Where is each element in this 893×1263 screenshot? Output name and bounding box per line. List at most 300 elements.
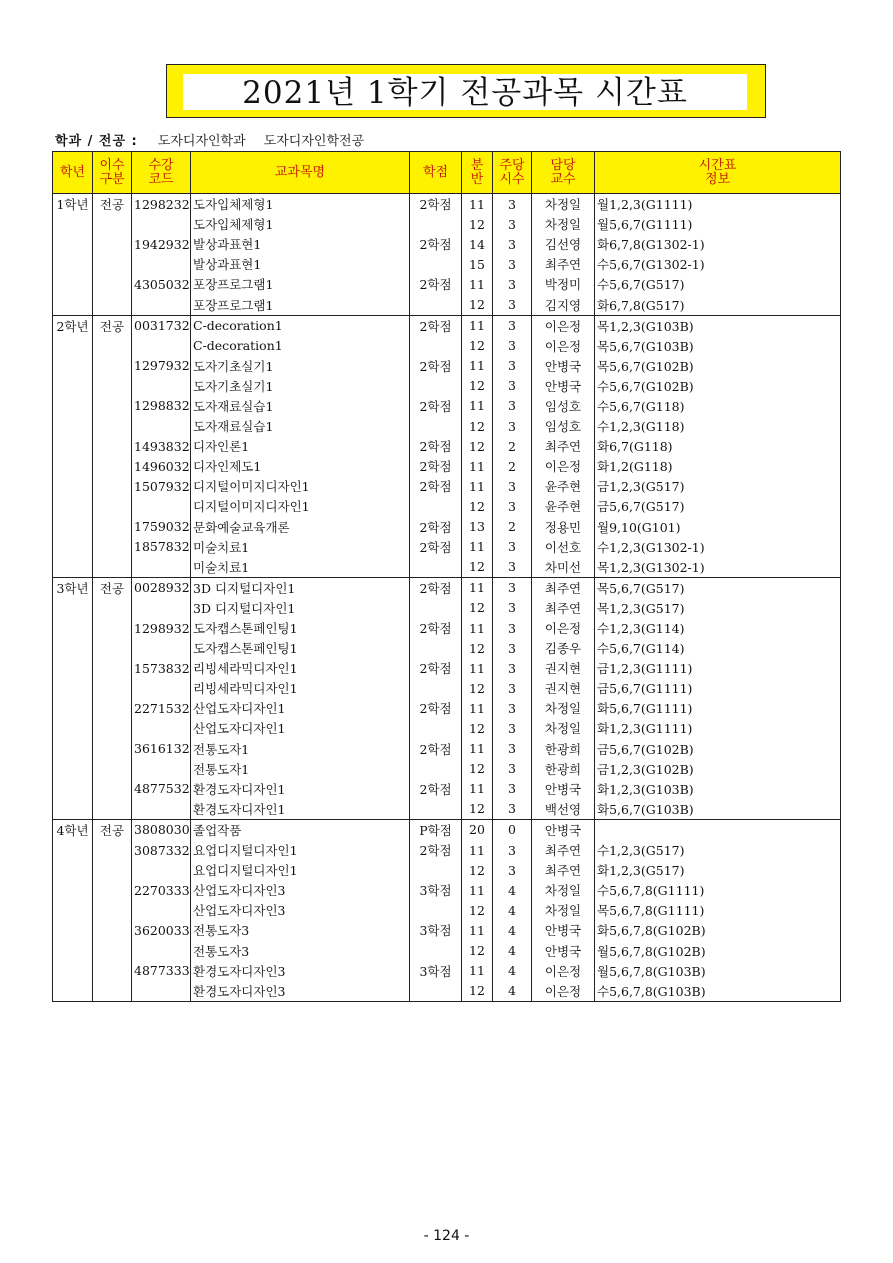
cell-credit [410,557,462,578]
cell-schedule: 금5,6,7(G1111) [595,678,841,698]
cell-credit: P학점 [410,819,462,840]
cell-credit [410,940,462,960]
cell-code: 0031732 [132,315,191,336]
cell-code: 1297932 [132,356,191,376]
cell-schedule: 수1,2,3(G1302-1) [595,537,841,557]
cell-year [53,638,93,658]
cell-hours: 2 [493,456,532,476]
cell-hours: 3 [493,698,532,718]
cell-prof: 안병국 [532,356,595,376]
cell-year [53,517,93,537]
cell-section: 11 [462,194,493,215]
cell-schedule: 금1,2,3(G1111) [595,658,841,678]
cell-code: 4877333 [132,961,191,981]
cell-name: 리빙세라믹디자인1 [191,658,410,678]
cell-schedule: 화6,7,8(G1302-1) [595,234,841,254]
cell-year [53,718,93,738]
cell-year [53,274,93,294]
cell-section: 12 [462,336,493,356]
cell-schedule: 수1,2,3(G517) [595,840,841,860]
header-name-text: 교과목명 [274,164,326,180]
cell-year [53,920,93,940]
table-row [53,981,841,1002]
cell-code: 1857832 [132,537,191,557]
cell-type [93,456,132,476]
cell-hours: 4 [493,880,532,900]
cell-schedule: 금5,6,7(G517) [595,496,841,516]
cell-hours: 3 [493,214,532,234]
cell-type [93,294,132,315]
cell-schedule: 수5,6,7(G102B) [595,376,841,396]
cell-section: 12 [462,416,493,436]
cell-schedule: 월5,6,7,8(G102B) [595,940,841,960]
cell-credit [410,759,462,779]
header-schedule [595,152,841,194]
cell-year [53,779,93,799]
cell-prof: 안병국 [532,940,595,960]
cell-hours: 3 [493,396,532,416]
cell-name: 3D 디지털디자인1 [191,577,410,598]
cell-prof: 임성호 [532,416,595,436]
cell-name: 환경도자디자인3 [191,961,410,981]
cell-code [132,416,191,436]
cell-name: C-decoration1 [191,336,410,356]
header-schedule-text: 시간표 정보 [698,157,737,187]
cell-type [93,698,132,718]
cell-year [53,840,93,860]
cell-name: 도자입체제형1 [191,194,410,215]
cell-type [93,900,132,920]
cell-year: 1학년 [53,194,93,215]
cell-year [53,234,93,254]
cell-type [93,396,132,416]
cell-hours: 3 [493,718,532,738]
cell-code [132,376,191,396]
cell-code: 4305032 [132,274,191,294]
cell-schedule: 목5,6,7(G103B) [595,336,841,356]
cell-code [132,214,191,234]
cell-section: 12 [462,376,493,396]
cell-code [132,496,191,516]
cell-type [93,336,132,356]
cell-schedule: 화1,2,3(G1111) [595,718,841,738]
cell-credit: 2학점 [410,194,462,215]
cell-year [53,900,93,920]
cell-schedule: 화5,6,7,8(G102B) [595,920,841,940]
table-row [53,880,841,900]
cell-year [53,356,93,376]
cell-prof: 박정미 [532,274,595,294]
cell-code [132,336,191,356]
cell-type [93,234,132,254]
cell-credit [410,860,462,880]
cell-type [93,920,132,940]
table-row [53,698,841,718]
cell-section: 12 [462,718,493,738]
cell-hours: 3 [493,779,532,799]
cell-name: 산업도자디자인3 [191,880,410,900]
cell-year [53,618,93,638]
cell-credit: 3학점 [410,961,462,981]
cell-schedule: 화6,7(G118) [595,436,841,456]
cell-code: 3620033 [132,920,191,940]
cell-credit [410,336,462,356]
table-row [53,557,841,578]
cell-credit: 2학점 [410,658,462,678]
cell-section: 12 [462,981,493,1002]
cell-year [53,476,93,496]
cell-hours: 3 [493,638,532,658]
header-credit [410,152,462,194]
cell-section: 12 [462,496,493,516]
cell-year [53,214,93,234]
cell-year: 4학년 [53,819,93,840]
cell-name: 전통도자3 [191,920,410,940]
cell-type [93,678,132,698]
cell-schedule: 금5,6,7(G102B) [595,739,841,759]
cell-type [93,718,132,738]
cell-hours: 3 [493,234,532,254]
cell-prof: 최주연 [532,598,595,618]
cell-credit [410,416,462,436]
cell-code: 3616132 [132,739,191,759]
cell-code [132,759,191,779]
cell-prof: 한광희 [532,739,595,759]
cell-prof: 이은정 [532,336,595,356]
cell-type [93,416,132,436]
cell-prof: 최주연 [532,577,595,598]
cell-schedule: 월1,2,3(G1111) [595,194,841,215]
table-row [53,759,841,779]
cell-name: 3D 디지털디자인1 [191,598,410,618]
cell-prof: 한광희 [532,759,595,779]
cell-type [93,658,132,678]
cell-prof: 권지현 [532,658,595,678]
cell-schedule: 목5,6,7(G517) [595,577,841,598]
cell-schedule: 목5,6,7,8(G1111) [595,900,841,920]
cell-hours: 3 [493,598,532,618]
table-row [53,598,841,618]
cell-type [93,436,132,456]
cell-type [93,961,132,981]
cell-code [132,254,191,274]
cell-schedule: 목1,2,3(G103B) [595,315,841,336]
cell-year [53,496,93,516]
cell-hours: 3 [493,799,532,820]
table-body [53,194,841,1002]
cell-hours: 4 [493,981,532,1002]
cell-section: 12 [462,294,493,315]
cell-code: 1298932 [132,618,191,638]
table-row [53,274,841,294]
cell-year [53,294,93,315]
cell-schedule: 수1,2,3(G118) [595,416,841,436]
cell-name: 도자입체제형1 [191,214,410,234]
cell-section: 11 [462,456,493,476]
cell-section: 12 [462,598,493,618]
cell-year [53,799,93,820]
cell-section: 11 [462,396,493,416]
cell-section: 12 [462,678,493,698]
cell-schedule: 수5,6,7(G1302-1) [595,254,841,274]
cell-credit [410,496,462,516]
cell-code: 1507932 [132,476,191,496]
cell-prof: 차정일 [532,718,595,738]
cell-credit [410,638,462,658]
table-row [53,517,841,537]
cell-type [93,739,132,759]
cell-credit: 2학점 [410,779,462,799]
cell-schedule: 화5,6,7(G103B) [595,799,841,820]
cell-type: 전공 [93,577,132,598]
cell-code [132,678,191,698]
header-year-text: 학년 [59,164,86,180]
cell-name: 졸업작품 [191,819,410,840]
table-row [53,577,841,598]
table-row [53,254,841,274]
cell-section: 12 [462,759,493,779]
cell-schedule: 수5,6,7(G517) [595,274,841,294]
cell-code: 0028932 [132,577,191,598]
cell-schedule: 수5,6,7,8(G1111) [595,880,841,900]
cell-credit [410,678,462,698]
major-name: 도자디자인학전공 [263,134,365,149]
header-hours [493,152,532,194]
cell-code: 1298832 [132,396,191,416]
cell-prof: 임성호 [532,396,595,416]
cell-credit [410,214,462,234]
cell-prof: 차정일 [532,698,595,718]
cell-type [93,880,132,900]
cell-credit: 2학점 [410,234,462,254]
cell-schedule: 화1,2(G118) [595,456,841,476]
cell-prof: 최주연 [532,860,595,880]
cell-type [93,860,132,880]
cell-code: 2270333 [132,880,191,900]
cell-credit: 2학점 [410,840,462,860]
cell-name: 요업디지털디자인1 [191,840,410,860]
cell-name: 환경도자디자인1 [191,799,410,820]
cell-name: 디자인론1 [191,436,410,456]
table-row [53,718,841,738]
cell-schedule: 화1,2,3(G517) [595,860,841,880]
page-number: - 124 - [423,1228,470,1244]
cell-type [93,476,132,496]
cell-year [53,557,93,578]
header-section [462,152,493,194]
cell-name: 전통도자1 [191,739,410,759]
cell-section: 11 [462,315,493,336]
cell-schedule: 금1,2,3(G102B) [595,759,841,779]
cell-credit: 2학점 [410,537,462,557]
table-row [53,900,841,920]
cell-code: 2271532 [132,698,191,718]
cell-credit [410,900,462,920]
cell-prof: 이은정 [532,618,595,638]
cell-type [93,940,132,960]
cell-name: 문화예술교육개론 [191,517,410,537]
table-row [53,416,841,436]
cell-hours: 4 [493,900,532,920]
table-row [53,476,841,496]
cell-hours: 3 [493,356,532,376]
cell-name: 전통도자1 [191,759,410,779]
header-section-text: 분 반 [470,157,484,187]
cell-name: 전통도자3 [191,940,410,960]
cell-type: 전공 [93,194,132,215]
cell-hours: 3 [493,254,532,274]
title-banner [166,64,766,118]
header-year [53,152,93,194]
cell-year [53,739,93,759]
cell-type: 전공 [93,819,132,840]
cell-prof: 최주연 [532,436,595,456]
cell-section: 11 [462,698,493,718]
table-row [53,496,841,516]
table-row [53,920,841,940]
cell-hours: 4 [493,920,532,940]
cell-year [53,759,93,779]
cell-section: 11 [462,356,493,376]
table-row [53,396,841,416]
cell-prof: 차정일 [532,880,595,900]
cell-section: 11 [462,618,493,638]
cell-section: 11 [462,476,493,496]
cell-schedule [595,819,841,840]
cell-type [93,598,132,618]
cell-code [132,638,191,658]
cell-name: 산업도자디자인3 [191,900,410,920]
cell-code [132,557,191,578]
cell-code: 4877532 [132,779,191,799]
cell-name: 산업도자디자인1 [191,718,410,738]
cell-prof: 김지영 [532,294,595,315]
table-row [53,961,841,981]
table-row [53,294,841,315]
cell-type [93,759,132,779]
cell-type [93,557,132,578]
cell-schedule: 목5,6,7(G102B) [595,356,841,376]
cell-credit: 2학점 [410,436,462,456]
cell-credit: 2학점 [410,517,462,537]
table-row [53,940,841,960]
cell-hours: 3 [493,860,532,880]
cell-year [53,981,93,1002]
table-row [53,315,841,336]
cell-name: 디지털이미지디자인1 [191,476,410,496]
cell-type [93,274,132,294]
cell-prof: 이은정 [532,456,595,476]
cell-type [93,376,132,396]
cell-hours: 3 [493,416,532,436]
cell-type [93,517,132,537]
cell-name: C-decoration1 [191,315,410,336]
cell-section: 12 [462,557,493,578]
cell-hours: 3 [493,376,532,396]
cell-name: 발상과표현1 [191,254,410,274]
header-prof-text: 담당 교수 [550,157,576,187]
cell-prof: 이은정 [532,981,595,1002]
table-row [53,638,841,658]
cell-section: 12 [462,436,493,456]
cell-hours: 3 [493,274,532,294]
cell-section: 13 [462,517,493,537]
cell-year [53,961,93,981]
cell-section: 11 [462,961,493,981]
cell-year [53,678,93,698]
table-row [53,537,841,557]
cell-prof: 김선영 [532,234,595,254]
cell-hours: 3 [493,658,532,678]
department-line [55,130,364,149]
cell-name: 발상과표현1 [191,234,410,254]
table-row [53,658,841,678]
cell-hours: 3 [493,739,532,759]
cell-hours: 4 [493,940,532,960]
table-row [53,678,841,698]
cell-hours: 3 [493,557,532,578]
cell-prof: 안병국 [532,920,595,940]
cell-name: 미술치료1 [191,537,410,557]
cell-section: 11 [462,779,493,799]
cell-credit: 3학점 [410,920,462,940]
cell-name: 미술치료1 [191,557,410,578]
cell-year [53,376,93,396]
cell-schedule: 월5,6,7(G1111) [595,214,841,234]
cell-type: 전공 [93,315,132,336]
cell-section: 11 [462,658,493,678]
cell-schedule: 수5,6,7,8(G103B) [595,981,841,1002]
timetable [52,151,841,1002]
cell-name: 도자캡스톤페인팅1 [191,638,410,658]
cell-name: 환경도자디자인1 [191,779,410,799]
cell-schedule: 금1,2,3(G517) [595,476,841,496]
cell-type [93,840,132,860]
cell-prof: 최주연 [532,840,595,860]
cell-credit: 2학점 [410,577,462,598]
cell-section: 11 [462,840,493,860]
cell-year [53,416,93,436]
cell-year [53,336,93,356]
cell-prof: 안병국 [532,819,595,840]
cell-hours: 3 [493,759,532,779]
cell-prof: 안병국 [532,376,595,396]
cell-name: 도자기초실기1 [191,376,410,396]
cell-code [132,718,191,738]
cell-name: 도자캡스톤페인팅1 [191,618,410,638]
cell-name: 도자기초실기1 [191,356,410,376]
cell-type [93,214,132,234]
cell-year: 2학년 [53,315,93,336]
cell-code: 1573832 [132,658,191,678]
cell-credit [410,294,462,315]
header-credit-text: 학점 [422,164,449,180]
cell-type [93,799,132,820]
cell-schedule: 목1,2,3(G517) [595,598,841,618]
cell-credit: 2학점 [410,356,462,376]
table-row [53,234,841,254]
cell-hours: 3 [493,336,532,356]
cell-name: 환경도자디자인3 [191,981,410,1002]
cell-schedule: 월5,6,7,8(G103B) [595,961,841,981]
cell-schedule: 화5,6,7(G1111) [595,698,841,718]
cell-prof: 이은정 [532,315,595,336]
cell-year [53,396,93,416]
header-prof [532,152,595,194]
cell-section: 12 [462,860,493,880]
cell-credit [410,981,462,1002]
cell-credit: 2학점 [410,698,462,718]
